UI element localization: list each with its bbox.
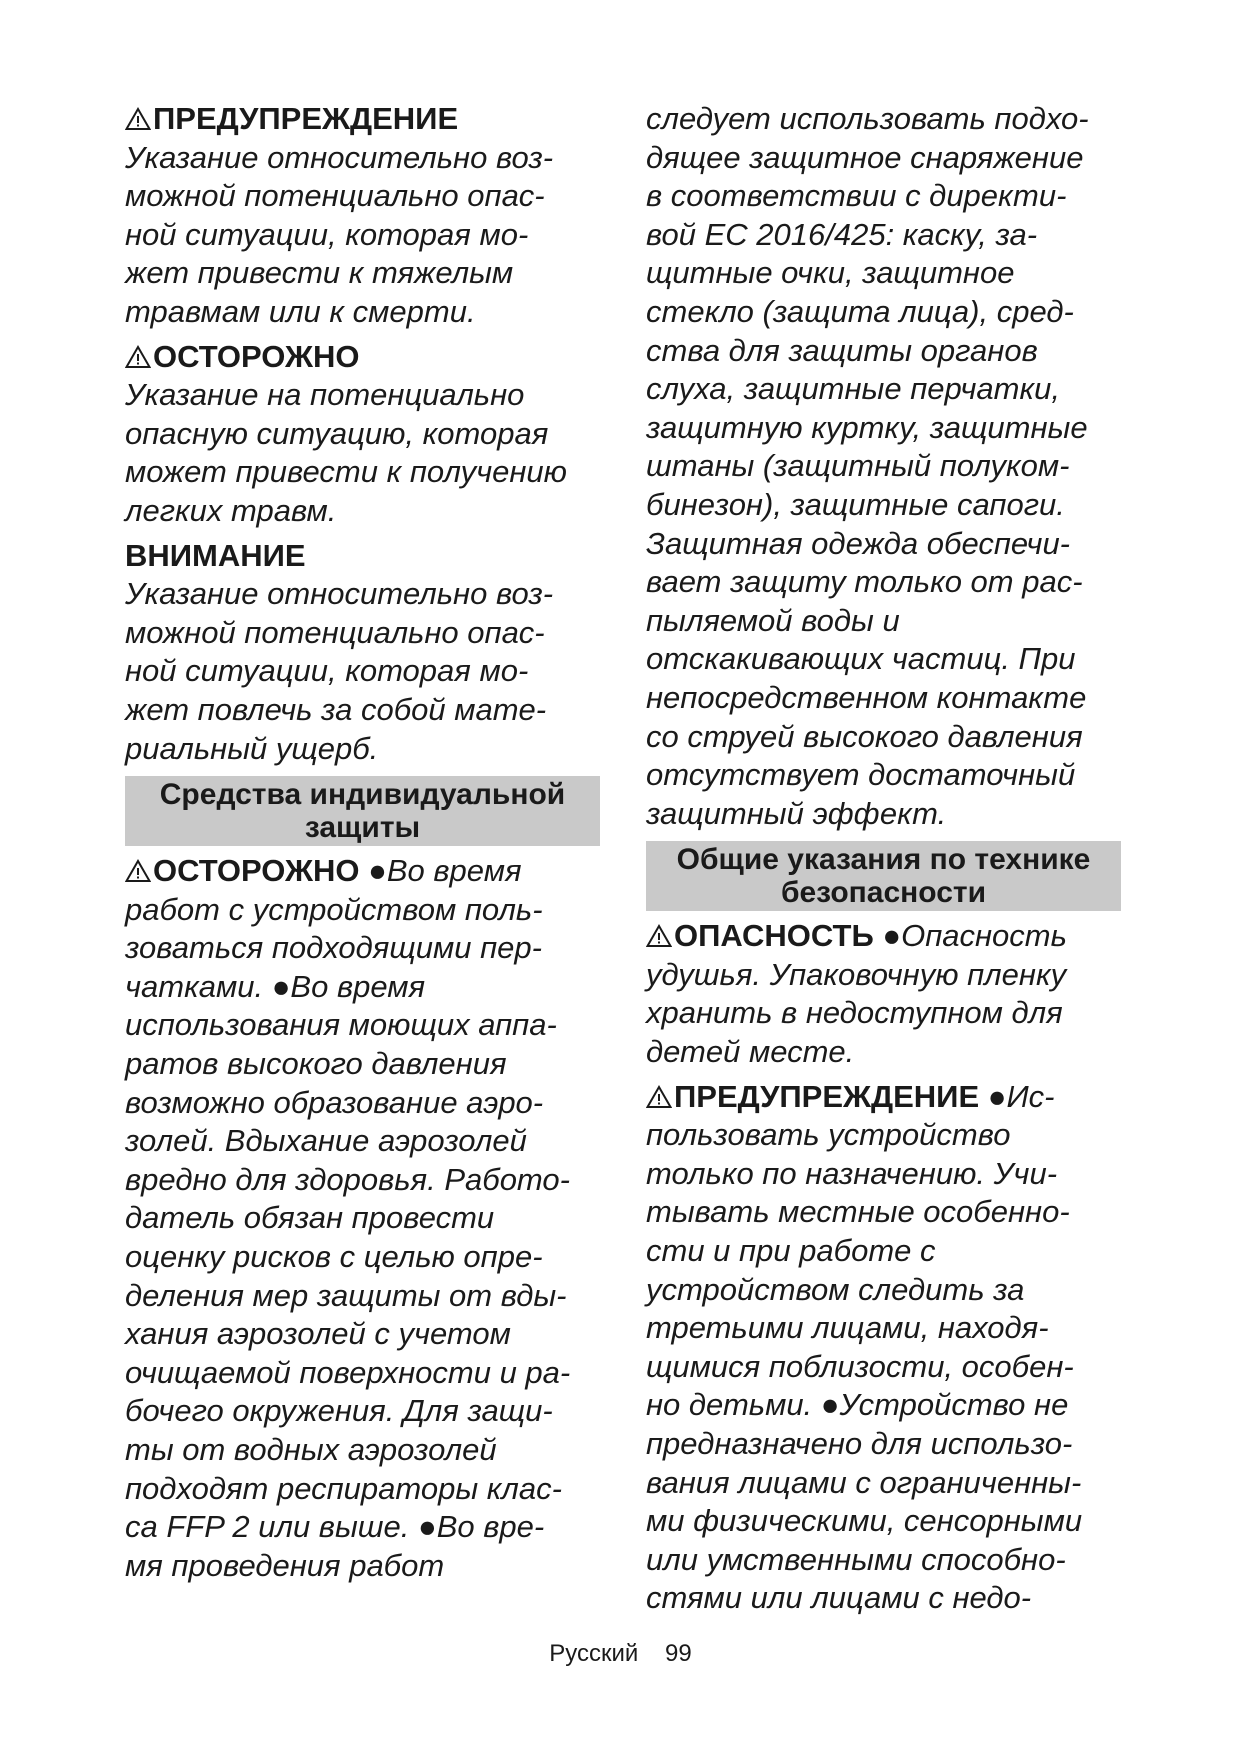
text-line: Указание относительно воз- (125, 139, 554, 175)
warning-triangle-icon (646, 924, 672, 948)
text-line: дящее защитное снаряжение (646, 139, 1084, 175)
text-line: отскакивающих частиц. При (646, 641, 1076, 677)
text-line: вания лицами с ограниченны- (646, 1464, 1082, 1500)
text-line: легких травм. (125, 492, 337, 528)
danger-label: ОПАСНОСТЬ (674, 918, 874, 954)
text-line: бочего окружения. Для защи- (125, 1393, 553, 1429)
text-line: или умственными способно- (646, 1541, 1066, 1577)
text-line: оценку рисков с целью опре- (125, 1239, 543, 1275)
right-column (646, 100, 1121, 1618)
text-line: хранить в недоступном для (646, 995, 1063, 1031)
text-line: опасную ситуацию, которая (125, 415, 549, 451)
text-line: вредно для здоровья. Работо- (125, 1161, 570, 1197)
text-line: ной ситуации, которая мо- (125, 216, 529, 252)
text-line: ты от водных аэрозолей (125, 1432, 497, 1467)
text-line: пыляемой воды и (646, 602, 900, 638)
warning-triangle-icon (646, 1085, 672, 1109)
text-line: в соответствии с директи- (646, 178, 1067, 214)
text-line: чатками. ●Во время (125, 968, 426, 1004)
ppe-caution-line (125, 852, 600, 891)
text-line: можной потенциально опас- (125, 178, 545, 214)
page-footer (0, 1640, 1241, 1668)
warning-heading: ПРЕДУПРЕЖДЕНИЕ (125, 100, 600, 139)
section-title-line: Общие указания по технике (676, 843, 1091, 877)
text-line: вает защиту только от рас- (646, 564, 1083, 600)
notice-heading: ВНИМАНИЕ (125, 537, 306, 573)
text-line: может привести к получению (125, 454, 567, 490)
text-line: устройством следить за (646, 1271, 1025, 1307)
warning-triangle-icon (125, 107, 151, 131)
text-line: риальный ущерб. (125, 730, 379, 766)
text-line: возможно образование аэро- (125, 1084, 544, 1120)
text-line: Указание относительно воз- (125, 576, 554, 612)
text-line: Защитная одежда обеспечи- (646, 525, 1071, 561)
text-line: отсутствует достаточный (646, 757, 1076, 793)
text-line: зоваться подходящими пер- (125, 930, 542, 966)
text-line: использования моющих аппа- (125, 1007, 557, 1043)
text-line: бинезон), защитные сапоги. (646, 486, 1065, 522)
section-title-line: безопасности (780, 876, 987, 910)
text-line: со струей высокого давления (646, 718, 1083, 754)
section-title-line: защиты (304, 811, 421, 845)
text-line: жет повлечь за собой мате- (125, 691, 547, 727)
text-line: ми физическими, сенсорными (646, 1503, 1083, 1539)
footer-language: Русский (549, 1640, 639, 1667)
text-line: золей. Вдыхание аэрозолей (125, 1123, 527, 1159)
text-line: следует использовать подхо- (646, 101, 1089, 136)
text-line: датель обязан провести (125, 1200, 495, 1236)
text-line: но детьми. ●Устройство не (646, 1387, 1069, 1423)
text-line: слуха, защитные перчатки, (646, 371, 1060, 407)
text-line: штаны (защитный полуком- (646, 448, 1070, 484)
text-line: мя проведения работ (125, 1547, 445, 1583)
text-line: стями или лицами с недо- (646, 1580, 1032, 1616)
text-line: ●Опасность (882, 918, 1067, 954)
text-line: пользовать устройство (646, 1117, 1011, 1153)
left-column (125, 100, 600, 1585)
text-line: тывать местные особенно- (646, 1194, 1070, 1230)
text-line: хания аэрозолей с учетом (125, 1316, 511, 1352)
text-line: ратов высокого давления (125, 1046, 507, 1082)
page-number: 99 (665, 1640, 692, 1667)
text-line: защитную куртку, защитные (646, 409, 1088, 445)
warning2-label: ПРЕДУПРЕЖДЕНИЕ (674, 1078, 980, 1114)
text-line: жет привести к тяжелым (125, 255, 514, 291)
text-line: травмам или к смерти. (125, 293, 476, 329)
ppe-section-title (125, 776, 600, 846)
text-line: щитные очки, защитное (646, 255, 1015, 291)
safety-section-title (646, 841, 1121, 911)
text-line: можной потенциально опас- (125, 614, 545, 650)
text-line: ●Ис- (987, 1078, 1055, 1114)
text-line: подходят респираторы клас- (125, 1470, 562, 1506)
text-line: удушья. Упаковочную пленку (646, 956, 1067, 992)
text-line: вой ЕС 2016/425: каску, за- (646, 216, 1038, 252)
text-line: са FFP 2 или выше. ●Во вре- (125, 1509, 545, 1545)
text-line: ства для защиты органов (646, 332, 1038, 368)
text-line: непосредственном контакте (646, 679, 1087, 715)
danger-line (646, 917, 1121, 956)
text-line: деления мер защиты от вды- (125, 1277, 567, 1313)
text-line: очищаемой поверхности и ра- (125, 1354, 571, 1390)
text-line: стекло (защита лица), сред- (646, 293, 1074, 329)
text-line: ной ситуации, которая мо- (125, 653, 529, 689)
text-line: только по назначению. Учи- (646, 1155, 1058, 1191)
ppe-caution-label: ОСТОРОЖНО (153, 853, 360, 889)
text-line: детей месте. (646, 1034, 855, 1070)
text-line: предназначено для использо- (646, 1426, 1073, 1461)
caution-heading: ОСТОРОЖНО (125, 338, 600, 377)
warning2-line (646, 1078, 1121, 1117)
section-title-line: Средства индивидуальной (159, 778, 566, 812)
text-line: работ с устройством поль- (125, 891, 543, 927)
warning-triangle-icon (125, 345, 151, 369)
text-line: ●Во время (368, 853, 522, 889)
text-line: Указание на потенциально (125, 377, 525, 413)
warning-triangle-icon (125, 859, 151, 883)
text-line: третьими лицами, находя- (646, 1310, 1049, 1346)
text-line: сти и при работе с (646, 1233, 936, 1269)
text-line: щимися поблизости, особен- (646, 1348, 1074, 1384)
text-line: защитный эффект. (646, 795, 947, 831)
